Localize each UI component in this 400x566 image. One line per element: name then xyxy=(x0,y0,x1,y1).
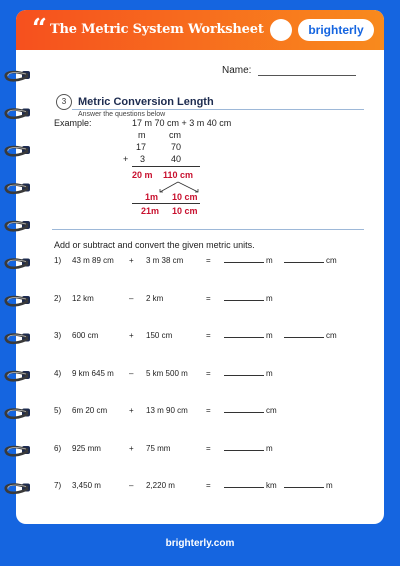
example-label: Example: xyxy=(54,118,92,128)
answer-blank[interactable] xyxy=(224,294,264,303)
question-number: 5) xyxy=(54,406,62,415)
question-second-term: 2 km xyxy=(146,293,164,303)
question-second-term: 2,220 m xyxy=(146,481,175,490)
example-row2-m: 3 xyxy=(140,154,146,164)
answer-blank[interactable] xyxy=(284,256,324,265)
example-total-rule xyxy=(132,203,200,204)
example-total-cm: 10 cm xyxy=(172,206,198,216)
question-number: 2) xyxy=(54,293,62,303)
question-operator: – xyxy=(129,368,134,378)
binding-ring xyxy=(6,296,30,305)
question-first-term: 925 mm xyxy=(72,443,101,453)
example-row1-m: 17 xyxy=(136,142,147,152)
circle-icon xyxy=(270,19,292,41)
binding-ring xyxy=(6,334,30,343)
section-subtitle: Answer the questions below xyxy=(78,111,166,118)
answer-unit: m xyxy=(266,331,273,340)
question-operator: – xyxy=(129,481,134,490)
brighterly-logo: brighterly xyxy=(298,19,374,41)
question-operator: + xyxy=(129,406,134,415)
answer-unit: cm xyxy=(326,256,337,265)
question-equals: = xyxy=(206,293,211,303)
answer-blank[interactable] xyxy=(224,481,264,490)
example-sum-m: 20 m xyxy=(132,170,153,180)
binding-ring xyxy=(6,409,30,418)
quote-icon: “ xyxy=(32,14,47,44)
binding-ring xyxy=(6,484,30,493)
question-equals: = xyxy=(206,443,211,453)
answer-blank[interactable] xyxy=(224,256,264,265)
question-first-term: 6m 20 cm xyxy=(72,406,108,415)
answer-blank[interactable] xyxy=(224,331,264,340)
question-number: 1) xyxy=(54,256,62,265)
question-first-term: 12 km xyxy=(72,293,94,303)
question-number: 4) xyxy=(54,368,62,378)
question-operator: + xyxy=(129,443,134,453)
example-plus: + xyxy=(123,154,129,164)
example-col-m: m xyxy=(138,130,146,140)
example-sum-cm: 110 cm xyxy=(163,170,194,180)
answer-blank[interactable] xyxy=(224,444,264,453)
question-first-term: 9 km 645 m xyxy=(72,368,114,378)
question-first-term: 3,450 m xyxy=(72,481,101,490)
question-number: 6) xyxy=(54,443,62,453)
example-total-m: 21m xyxy=(141,206,160,216)
example-row1-cm: 70 xyxy=(171,142,182,152)
question-second-term: 13 m 90 cm xyxy=(146,406,188,415)
example-sum-rule xyxy=(132,166,200,167)
answer-unit: m xyxy=(326,481,333,490)
binding-ring xyxy=(6,221,30,230)
footer-url: brighterly.com xyxy=(165,538,235,549)
answer-unit: m xyxy=(266,368,273,378)
name-field[interactable] xyxy=(258,75,356,76)
section-title-rule xyxy=(72,109,364,110)
example-row2-cm: 40 xyxy=(171,154,182,164)
question-operator: + xyxy=(129,331,134,340)
binding-ring xyxy=(6,71,30,80)
question-second-term: 150 cm xyxy=(146,331,173,340)
question-second-term: 5 km 500 m xyxy=(146,368,188,378)
answer-blank[interactable] xyxy=(224,406,264,415)
worksheet-header xyxy=(16,10,384,50)
binding-ring xyxy=(6,109,30,118)
section-number-badge: 3 xyxy=(56,94,72,110)
question-number: 7) xyxy=(54,481,62,490)
question-operator: – xyxy=(129,293,134,303)
answer-blank[interactable] xyxy=(284,331,324,340)
answer-unit: m xyxy=(266,443,273,453)
binding-ring xyxy=(6,146,30,155)
question-second-term: 75 mm xyxy=(146,443,171,453)
answer-unit: km xyxy=(266,481,277,490)
question-equals: = xyxy=(206,331,211,340)
answer-unit: m xyxy=(266,256,273,265)
question-operator: + xyxy=(129,256,134,265)
instructions: Add or subtract and convert the given metric units. xyxy=(54,240,255,250)
question-equals: = xyxy=(206,481,211,490)
question-equals: = xyxy=(206,256,211,265)
spiral-binding-icon xyxy=(0,0,40,566)
example-split-cm: 10 cm xyxy=(172,192,198,202)
question-first-term: 43 m 89 cm xyxy=(72,256,114,265)
question-equals: = xyxy=(206,368,211,378)
answer-unit: cm xyxy=(326,331,337,340)
binding-ring xyxy=(6,446,30,455)
section-title: Metric Conversion Length xyxy=(78,96,214,108)
question-number: 3) xyxy=(54,331,62,340)
binding-ring xyxy=(6,184,30,193)
binding-ring xyxy=(6,371,30,380)
answer-blank[interactable] xyxy=(284,481,324,490)
example-col-cm: cm xyxy=(169,130,181,140)
question-second-term: 3 m 38 cm xyxy=(146,256,184,265)
question-first-term: 600 cm xyxy=(72,331,99,340)
worksheet-page xyxy=(16,10,384,524)
answer-unit: m xyxy=(266,293,273,303)
worksheet-title: The Metric System Worksheet xyxy=(50,22,264,37)
example-split-m: 1m xyxy=(145,192,159,202)
example-expression: 17 m 70 cm + 3 m 40 cm xyxy=(132,118,232,128)
binding-ring xyxy=(6,259,30,268)
question-equals: = xyxy=(206,406,211,415)
answer-unit: cm xyxy=(266,406,277,415)
name-label: Name: xyxy=(222,65,252,76)
answer-blank[interactable] xyxy=(224,369,264,378)
